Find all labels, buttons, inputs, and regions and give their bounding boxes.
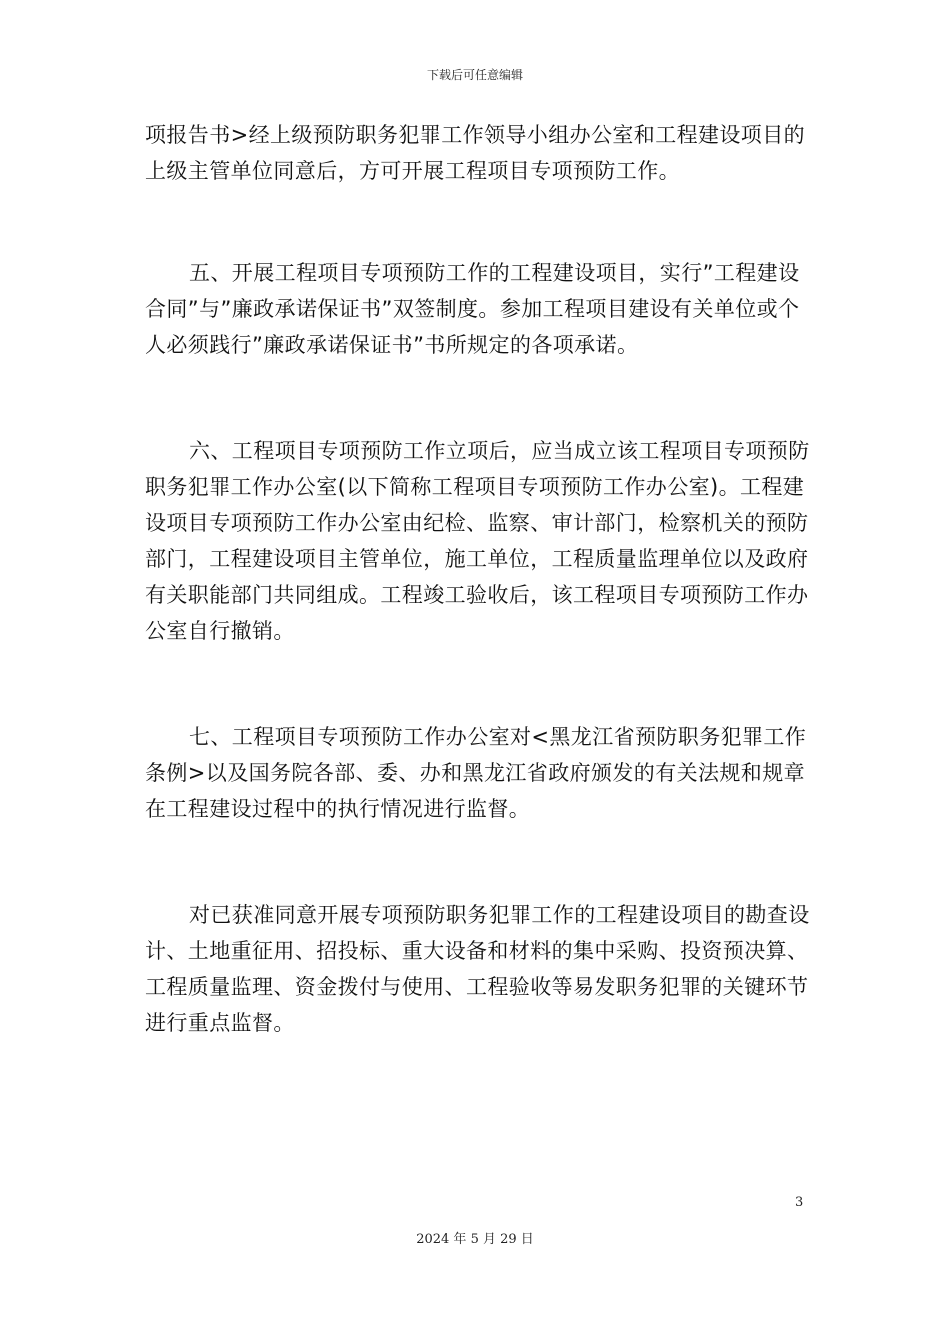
document-body xyxy=(145,117,810,1041)
page-header: 下载后可任意编辑 xyxy=(426,68,523,82)
paragraph-key-supervision: 对已获准同意开展专项预防职务犯罪工作的工程建设项目的勘查设计、土地重征用、招投标、重大设备和材料的集中采购、投资预决算、工程质量监理、资金拨付与使用、工程验收等易发职务犯罪的关键环节进行重点监督。 xyxy=(145,903,810,1035)
paragraph-section-7: 七、工程项目专项预防工作办公室对<黑龙江省预防职务犯罪工作条例>以及国务院各部、委、办和黑龙江省政府颁发的有关法规和规章在工程建设过程中的执行情况进行监督。 xyxy=(145,725,807,821)
paragraph-continuation: 项报告书>经上级预防职务犯罪工作领导小组办公室和工程建设项目的上级主管单位同意后，方可开展工程项目专项预防工作。 xyxy=(145,123,805,183)
paragraph-section-6: 六、工程项目专项预防工作立项后，应当成立该工程项目专项预防职务犯罪工作办公室(以下简称工程项目专项预防工作办公室)。工程建设项目专项预防工作办公室由纪检、监察、审计部门，检察机关的预防部门，工程建设项目主管单位，施工单位，工程质量监理单位以及政府有关职能部门共同组成。工程竣工验收后，该工程项目专项预防工作办公室自行撤销。 xyxy=(145,439,810,643)
page-footer-date: 2024 年 5 月 29 日 xyxy=(416,1232,534,1247)
page-number: 3 xyxy=(795,1195,804,1210)
paragraph-section-5: 五、开展工程项目专项预防工作的工程建设项目，实行”工程建设合同”与”廉政承诺保证书”双签制度。参加工程项目建设有关单位或个人必须践行”廉政承诺保证书”书所规定的各项承诺。 xyxy=(145,261,800,357)
